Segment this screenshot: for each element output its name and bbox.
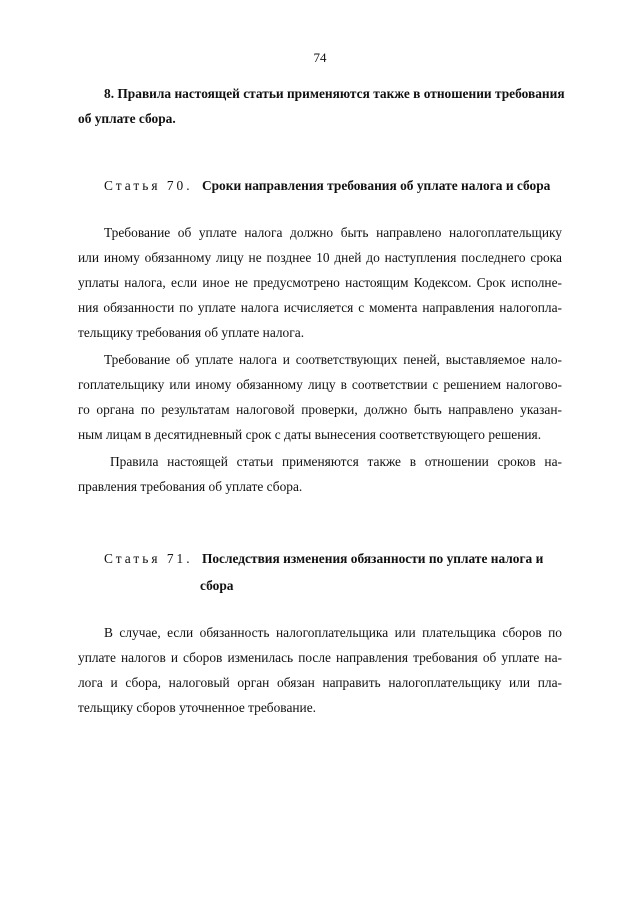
article70-title: Сроки направления требования об уплате налога и сбора [201, 178, 551, 193]
article71-title-line-2: сбора [200, 578, 234, 593]
article70-label: Статья 70. [104, 178, 193, 193]
article71-p1-line-3: лога и сбора, налоговый орган обязан направить налогоплательщику или пла- [78, 675, 562, 690]
article70-p3-line-2: правления требования об уплате сбора. [78, 479, 303, 494]
article71-label: Статья 71. [104, 551, 193, 566]
page-number: 74 [313, 50, 327, 65]
article71-heading [104, 549, 543, 569]
article70-p2-line-4: ным лицам в десятидневный срок с даты вынесения соответствующего решения. [78, 427, 542, 442]
article70-p1-line-5: тельщику требования об уплате налога. [78, 325, 305, 340]
article70-p1-line-1: Требование об уплате налога должно быть направлено налогоплательщику [104, 225, 562, 240]
article70-p2-line-1: Требование об уплате налога и соответствующих пеней, выставляемое нало- [104, 352, 562, 367]
article70-p1-line-3: уплаты налога, если иное не предусмотрено настоящим Кодексом. Срок исполне- [78, 275, 562, 290]
article70-p1-line-2: или иному обязанному лицу не позднее 10 дней до наступления последнего срока [78, 250, 562, 265]
article71-p1-line-2: уплате налогов и сборов изменилась после направления требования об уплате на- [78, 650, 562, 665]
article70-p1-line-4: ния обязанности по уплате налога исчисляется с момента направления налогопла- [78, 300, 562, 315]
clause8-line-2: об уплате сбора. [78, 111, 176, 126]
article71-title-line-1: Последствия изменения обязанности по уплате налога и [201, 551, 544, 566]
clause8-line-1: 8. Правила настоящей статьи применяются также в отношении требования [104, 86, 565, 101]
article70-p2-line-2: гоплательщику или иному обязанному лицу в соответствии с решением налогово- [78, 377, 562, 392]
article71-p1-line-4: тельщику сборов уточненное требование. [78, 700, 317, 715]
article70-p3-line-1: Правила настоящей статьи применяются также в отношении сроков на- [110, 454, 562, 469]
article71-p1-line-1: В случае, если обязанность налогоплательщика или плательщика сборов по [104, 625, 562, 640]
article70-p2-line-3: го органа по результатам налоговой проверки, должно быть направлено указан- [78, 402, 562, 417]
article70-heading [104, 176, 550, 196]
